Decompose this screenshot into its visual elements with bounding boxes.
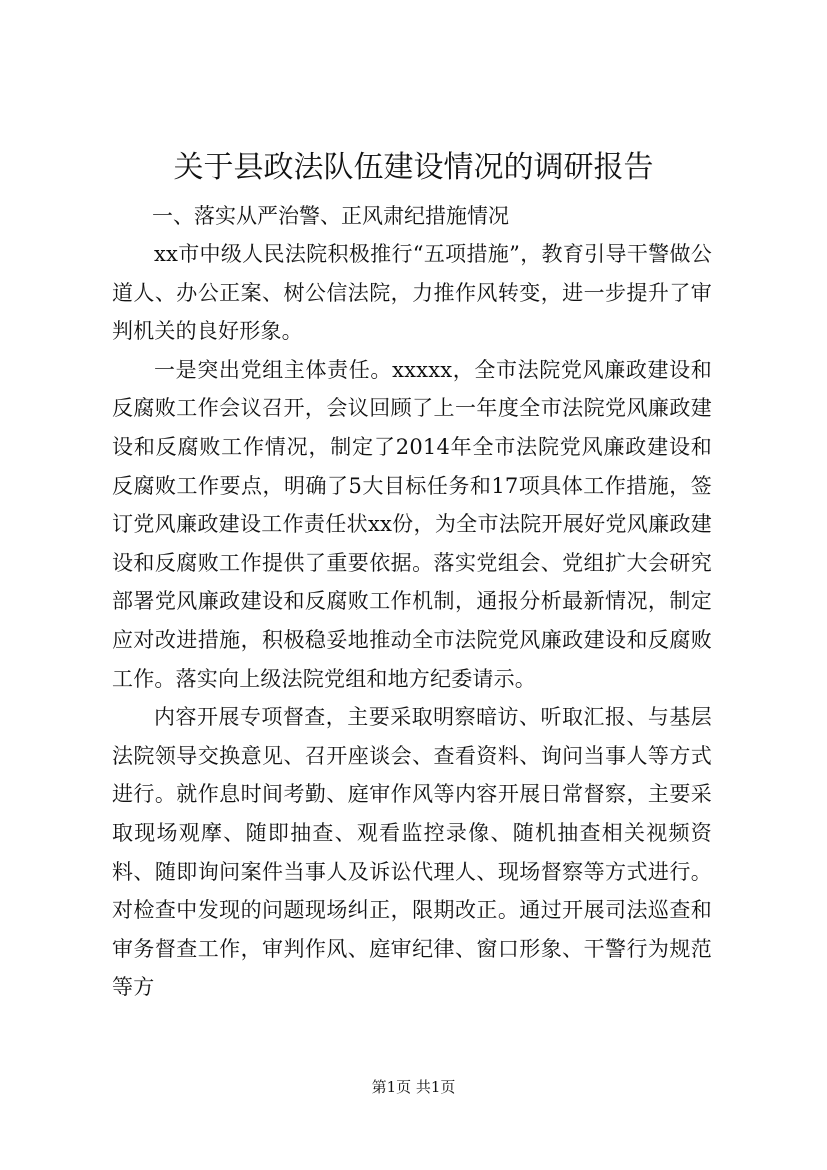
paragraph-party-responsibility: 一是突出党组主体责任。xxxxx，全市法院党风廉政建设和反腐败工作会议召开，会议回顾了上一年度全市法院党风廉政建设和反腐败工作情况，制定了2014年全市法院党风廉政建设和反腐败工作要点，明确了5大目标任务和17项具体工作措施，签订党风廉政建设工作责任状xx份，为全市法院开展好党风廉政建设和反腐败工作提供了重要依据。落实党组会、党组扩大会研究部署党风廉政建设和反腐败工作机制，通报分析最新情况，制定应对改进措施，积极稳妥地推动全市法院党风廉政建设和反腐败工作。落实向上级法院党组和地方纪委请示。 xyxy=(112,357,712,691)
section-heading: 一、落实从严治警、正风肃纪措施情况 xyxy=(152,204,509,228)
paragraph-intro: xx市中级人民法院积极推行“五项措施”，教育引导干警做公道人、办公正案、树公信法院，力推作风转变，进一步提升了审判机关的良好形象。 xyxy=(112,242,712,344)
page-number-footer: 第1页 共1页 xyxy=(371,1078,456,1096)
document-body xyxy=(112,197,712,1007)
paragraph-special-inspection: 内容开展专项督查，主要采取明察暗访、听取汇报、与基层法院领导交换意见、召开座谈会、查看资料、询问当事人等方式进行。就作息时间考勤、庭审作风等内容开展日常督察，主要采取现场观摩、随即抽查、观看监控录像、随机抽查相关视频资料、随即询问案件当事人及诉讼代理人、现场督察等方式进行。对检查中发现的问题现场纠正，限期改正。通过开展司法巡查和审务督查工作，审判作风、庭审纪律、窗口形象、干警行为规范等方 xyxy=(112,705,712,1000)
document-title: 关于县政法队伍建设情况的调研报告 xyxy=(173,150,654,185)
